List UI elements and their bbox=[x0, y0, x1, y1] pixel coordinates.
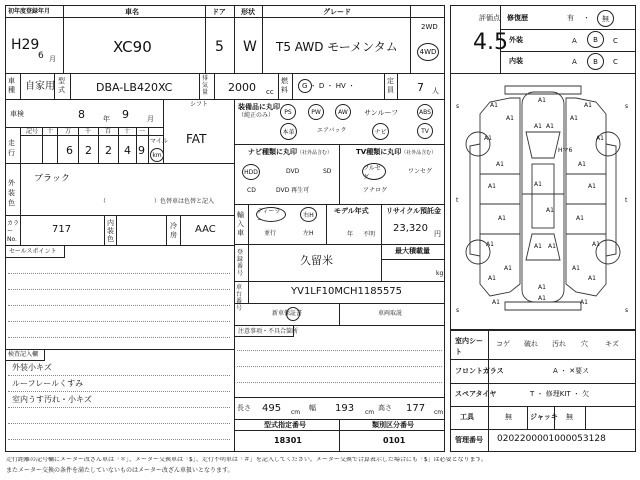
damage-mark: A1 bbox=[498, 215, 506, 222]
mileage-digit: 4 bbox=[124, 144, 131, 157]
damage-mark: A1 bbox=[490, 102, 498, 109]
spare-tire-label: スペアタイヤ bbox=[455, 390, 497, 398]
color-number-value: 717 bbox=[52, 224, 72, 235]
interior-grade-a: A bbox=[572, 58, 577, 66]
recycle-value: 23,320 bbox=[393, 223, 428, 234]
model-year-unknown: 不明 bbox=[363, 231, 376, 238]
exterior-grade-c: C bbox=[613, 37, 618, 45]
interior-grade-label: 内装 bbox=[509, 57, 523, 65]
capacity-label: 定員 bbox=[387, 77, 394, 94]
damage-mark: A1 bbox=[488, 275, 496, 282]
damage-mark: A1 bbox=[534, 243, 542, 250]
damage-mark: A1 bbox=[496, 161, 504, 168]
damage-mark: A1 bbox=[546, 123, 554, 130]
front-glass-label: フロントガラス bbox=[455, 367, 504, 375]
damage-mark: A1 bbox=[588, 183, 596, 190]
damage-mark: A1 bbox=[592, 241, 600, 248]
category-value: 0101 bbox=[383, 436, 406, 445]
tv-analog: アナログ bbox=[363, 187, 388, 194]
repair-yes: 有 bbox=[567, 14, 574, 22]
height-unit: cm bbox=[434, 409, 444, 416]
length-label: 長さ bbox=[237, 404, 251, 412]
damage-mark: A1 bbox=[538, 295, 546, 302]
import-right: 右H bbox=[300, 207, 317, 222]
front-glass-options: A ・ ✕要ス bbox=[553, 367, 590, 375]
mileage-place-4: 百 bbox=[105, 128, 112, 135]
import-dealer: ディーラー bbox=[256, 207, 286, 222]
damage-mark: A1 bbox=[492, 299, 500, 306]
shift-value: FAT bbox=[186, 132, 207, 146]
equipment-tv: TV bbox=[417, 123, 433, 139]
management-label: 管理番号 bbox=[455, 436, 483, 444]
score-label: 評価点 bbox=[479, 14, 500, 22]
damage-mark: A1 bbox=[596, 135, 604, 142]
month-value: 6 bbox=[38, 51, 44, 61]
mileage-place-3: 千 bbox=[85, 128, 92, 135]
width-unit: cm bbox=[365, 409, 375, 416]
corner-s-bl: s bbox=[456, 307, 460, 314]
inspection-label: 車検 bbox=[10, 110, 24, 118]
equipment-aw: AW bbox=[335, 104, 351, 120]
mileage-digit: 2 bbox=[105, 144, 112, 157]
length-value: 495 bbox=[262, 403, 282, 414]
month-unit: 月 bbox=[49, 55, 56, 63]
damage-mark: A1 bbox=[584, 102, 592, 109]
navi-sd: SD bbox=[323, 168, 332, 175]
sales-point-label: セールスポイント bbox=[9, 248, 57, 255]
fuel-label: 燃料 bbox=[281, 77, 288, 94]
exterior-color-value: ブラック bbox=[34, 174, 70, 184]
equipment-ps: PS bbox=[280, 104, 296, 120]
mileage-place-2: 万 bbox=[65, 128, 72, 135]
interior-seat-item: コゲ bbox=[496, 340, 510, 348]
interior-color-label: 内装色 bbox=[107, 219, 114, 243]
shape-value: W bbox=[243, 39, 257, 55]
inspector-note: ルーフレールくすみ bbox=[12, 379, 84, 388]
inspection-year: 8 bbox=[78, 108, 85, 121]
mileage-label: 走行 bbox=[8, 139, 15, 157]
footer-line-1: 走行距離の記号欄にメーター改ざん車は「＊」、メーター交換車は「$」、走行不明車は「＃」を記入してください。メーター交換で合算表示した場合にも「$」は必要となります。 bbox=[6, 457, 488, 463]
warranty-manual: 車両取説 bbox=[378, 310, 403, 317]
mileage-digit: 6 bbox=[66, 144, 73, 157]
jack-value: 無 bbox=[566, 413, 573, 421]
registration-value: 久留米 bbox=[300, 254, 333, 267]
equipment-airbag: エアバック bbox=[317, 127, 347, 134]
interior-grade-c: C bbox=[613, 58, 618, 66]
displacement-unit: cc bbox=[266, 88, 274, 96]
repair-no: 無 bbox=[597, 10, 614, 27]
capacity-value: 7 bbox=[417, 81, 424, 94]
import-label: 輸入車 bbox=[237, 211, 244, 237]
navi-dvd-play: DVD 再生可 bbox=[276, 187, 310, 194]
drive-2wd: 2WD bbox=[421, 23, 438, 31]
damage-mark: A1 bbox=[546, 207, 554, 214]
usage-value: 自家用 bbox=[25, 81, 55, 92]
drive-4wd-circle bbox=[417, 43, 439, 61]
exterior-color-label: 外装色 bbox=[8, 179, 15, 207]
damage-mark: A1 bbox=[580, 299, 588, 306]
recycle-label: リサイクル預託金 bbox=[386, 207, 442, 215]
exterior-grade-b: B bbox=[587, 31, 604, 48]
score-value: 4.5 bbox=[473, 30, 508, 55]
fuel-options: G ・ D ・ HV ・ bbox=[302, 82, 355, 90]
damage-mark: A1 bbox=[588, 275, 596, 282]
interior-seat-item: キズ bbox=[605, 340, 619, 348]
corner-s-br: s bbox=[625, 307, 629, 314]
mileage-place-1: 十 bbox=[47, 128, 54, 135]
year-registered-label: 初年度登録年月 bbox=[8, 8, 51, 15]
footer-line-2: またメーター交換の条件を満たしていないものはメーター改ざん車扱いとなります。 bbox=[6, 467, 234, 474]
navi-cd: CD bbox=[247, 187, 256, 194]
damage-mark: A1 bbox=[538, 284, 546, 291]
navi-label: ナビ種類に丸印（社外品含む） bbox=[248, 148, 333, 156]
chassis-value: YV1LF10MCH1185575 bbox=[291, 286, 403, 297]
tv-fullseg: フルセグ bbox=[362, 163, 386, 180]
tools-label: 工具 bbox=[460, 413, 474, 421]
damage-mark: A1 bbox=[486, 241, 494, 248]
damage-mark: A1 bbox=[572, 265, 580, 272]
car-damage-diagram bbox=[450, 74, 636, 329]
equipment-label: 装備品に丸印 bbox=[238, 103, 280, 111]
width-value: 193 bbox=[335, 403, 355, 414]
interior-seat-item: 汚れ bbox=[552, 340, 566, 348]
displacement-label: 排気量 bbox=[202, 75, 209, 96]
damage-mark: A1 bbox=[570, 115, 578, 122]
navi-hdd: HDD bbox=[242, 164, 260, 180]
interior-seat-label: 室内シート bbox=[455, 337, 483, 356]
interior-seat-item: 破れ bbox=[524, 340, 538, 348]
notes-label: 注意事項・不具合箇所 bbox=[238, 328, 299, 335]
import-left: 左H bbox=[303, 230, 314, 237]
model-year-unit: 年 bbox=[347, 231, 354, 238]
car-name-value: XC90 bbox=[113, 38, 152, 56]
color-number-label: カラーNo. bbox=[7, 220, 20, 243]
damage-mark: A1 bbox=[504, 265, 512, 272]
usage-label: 車種 bbox=[8, 77, 15, 94]
mileage-unit-miles: マイル bbox=[150, 138, 168, 145]
grade-label: グレード bbox=[323, 8, 351, 16]
tv-label: TV種類に丸印（社外品含む） bbox=[356, 148, 437, 156]
recycle-unit: 円 bbox=[434, 230, 441, 238]
interior-seat-item: 穴 bbox=[581, 340, 588, 348]
damage-mark: A1 bbox=[488, 183, 496, 190]
corner-s-tl: s bbox=[456, 103, 460, 110]
damage-mark: A1 bbox=[548, 243, 556, 250]
mileage-unit-km-circle bbox=[150, 148, 164, 162]
year-value: H29 bbox=[11, 37, 40, 53]
warranty-circle bbox=[286, 307, 300, 321]
model-label: 型式 bbox=[58, 77, 65, 94]
inspector-note: 外装小キズ bbox=[12, 363, 52, 372]
max-load-label: 最大積載量 bbox=[395, 247, 430, 255]
tools-value: 無 bbox=[505, 413, 512, 421]
mileage-place-5: 十 bbox=[124, 128, 131, 135]
height-label: 高さ bbox=[378, 404, 392, 412]
category-label: 類別区分番号 bbox=[372, 421, 414, 429]
mileage-digit: 2 bbox=[85, 144, 92, 157]
model-year-label: モデル年式 bbox=[334, 207, 369, 215]
damage-mark: A1 bbox=[506, 115, 514, 122]
car-name-label: 車名 bbox=[125, 8, 139, 16]
mileage-unit-km: km bbox=[152, 151, 162, 159]
length-unit: cm bbox=[291, 409, 301, 416]
model-value: DBA-LB420XC bbox=[96, 81, 173, 94]
equipment-navi: ナビ bbox=[372, 123, 389, 140]
equipment-sublabel: （純正のみ） bbox=[238, 112, 275, 119]
max-load-unit: kg bbox=[436, 270, 444, 277]
spare-tire-options: T ・ 修理KIT ・ 欠 bbox=[530, 390, 590, 398]
grade-value: T5 AWD モーメンタム bbox=[276, 40, 398, 54]
inspection-month-unit: 月 bbox=[147, 115, 154, 123]
height-value: 177 bbox=[406, 403, 426, 414]
damage-mark: A1 bbox=[578, 161, 586, 168]
inspection-month: 9 bbox=[122, 108, 129, 121]
chassis-label: 車台番号 bbox=[236, 284, 243, 312]
management-value: 0202200001000053128 bbox=[497, 434, 606, 444]
corner-t-mr: t bbox=[625, 197, 628, 204]
mileage-place-0: 記号 bbox=[26, 128, 39, 135]
capacity-unit: 人 bbox=[432, 87, 439, 95]
drive-4wd: 4WD bbox=[419, 48, 437, 56]
mileage-place-6: 一 bbox=[139, 128, 146, 135]
damage-mark: A1 bbox=[538, 97, 546, 104]
exterior-color-note: （ ）色替車は色替と記入 bbox=[100, 198, 215, 205]
exterior-grade-a: A bbox=[572, 37, 577, 45]
equipment-leather: 本革 bbox=[280, 123, 297, 140]
navi-dvd: DVD bbox=[286, 168, 300, 175]
corner-t-ml: t bbox=[456, 197, 459, 204]
warranty-new-car: 新車保証書 bbox=[272, 310, 303, 317]
registration-label: 登録番号 bbox=[237, 249, 244, 277]
jack-label: ジャッキ bbox=[530, 413, 558, 421]
inspection-year-unit: 年 bbox=[103, 115, 110, 123]
damage-mark: A1 bbox=[534, 123, 542, 130]
damage-mark: Hマ6 bbox=[558, 147, 573, 154]
door-label: ドア bbox=[212, 8, 226, 16]
equipment-sunroof: サンルーフ bbox=[364, 109, 399, 117]
repair-label: 修復歴 bbox=[507, 14, 528, 22]
import-parallel: 並行 bbox=[264, 230, 277, 237]
exterior-grade-label: 外装 bbox=[509, 36, 523, 44]
mileage-digit: 9 bbox=[138, 144, 145, 157]
corner-s-tr: s bbox=[625, 103, 629, 110]
equipment-pw: PW bbox=[308, 104, 324, 120]
shift-label: シフト bbox=[190, 101, 209, 108]
type-spec-label: 型式指定番号 bbox=[264, 421, 306, 429]
damage-mark: A1 bbox=[484, 135, 492, 142]
damage-mark: A1 bbox=[576, 215, 584, 222]
tv-oneseg: ワンセグ bbox=[408, 168, 433, 175]
inspector-notes-label: 検査記入欄 bbox=[8, 351, 39, 358]
ac-value: AAC bbox=[195, 224, 216, 235]
door-value: 5 bbox=[215, 39, 224, 55]
width-label: 幅 bbox=[309, 404, 316, 412]
shape-label: 形状 bbox=[241, 8, 255, 16]
equipment-abs: ABS bbox=[417, 104, 433, 120]
ac-label: 冷房 bbox=[170, 222, 177, 239]
damage-mark: A1 bbox=[534, 181, 542, 188]
type-spec-value: 18301 bbox=[274, 436, 302, 445]
inspector-note: 室内うす汚れ・小キズ bbox=[12, 395, 92, 404]
interior-grade-b: B bbox=[587, 53, 604, 70]
displacement-value: 2000 bbox=[228, 81, 256, 94]
